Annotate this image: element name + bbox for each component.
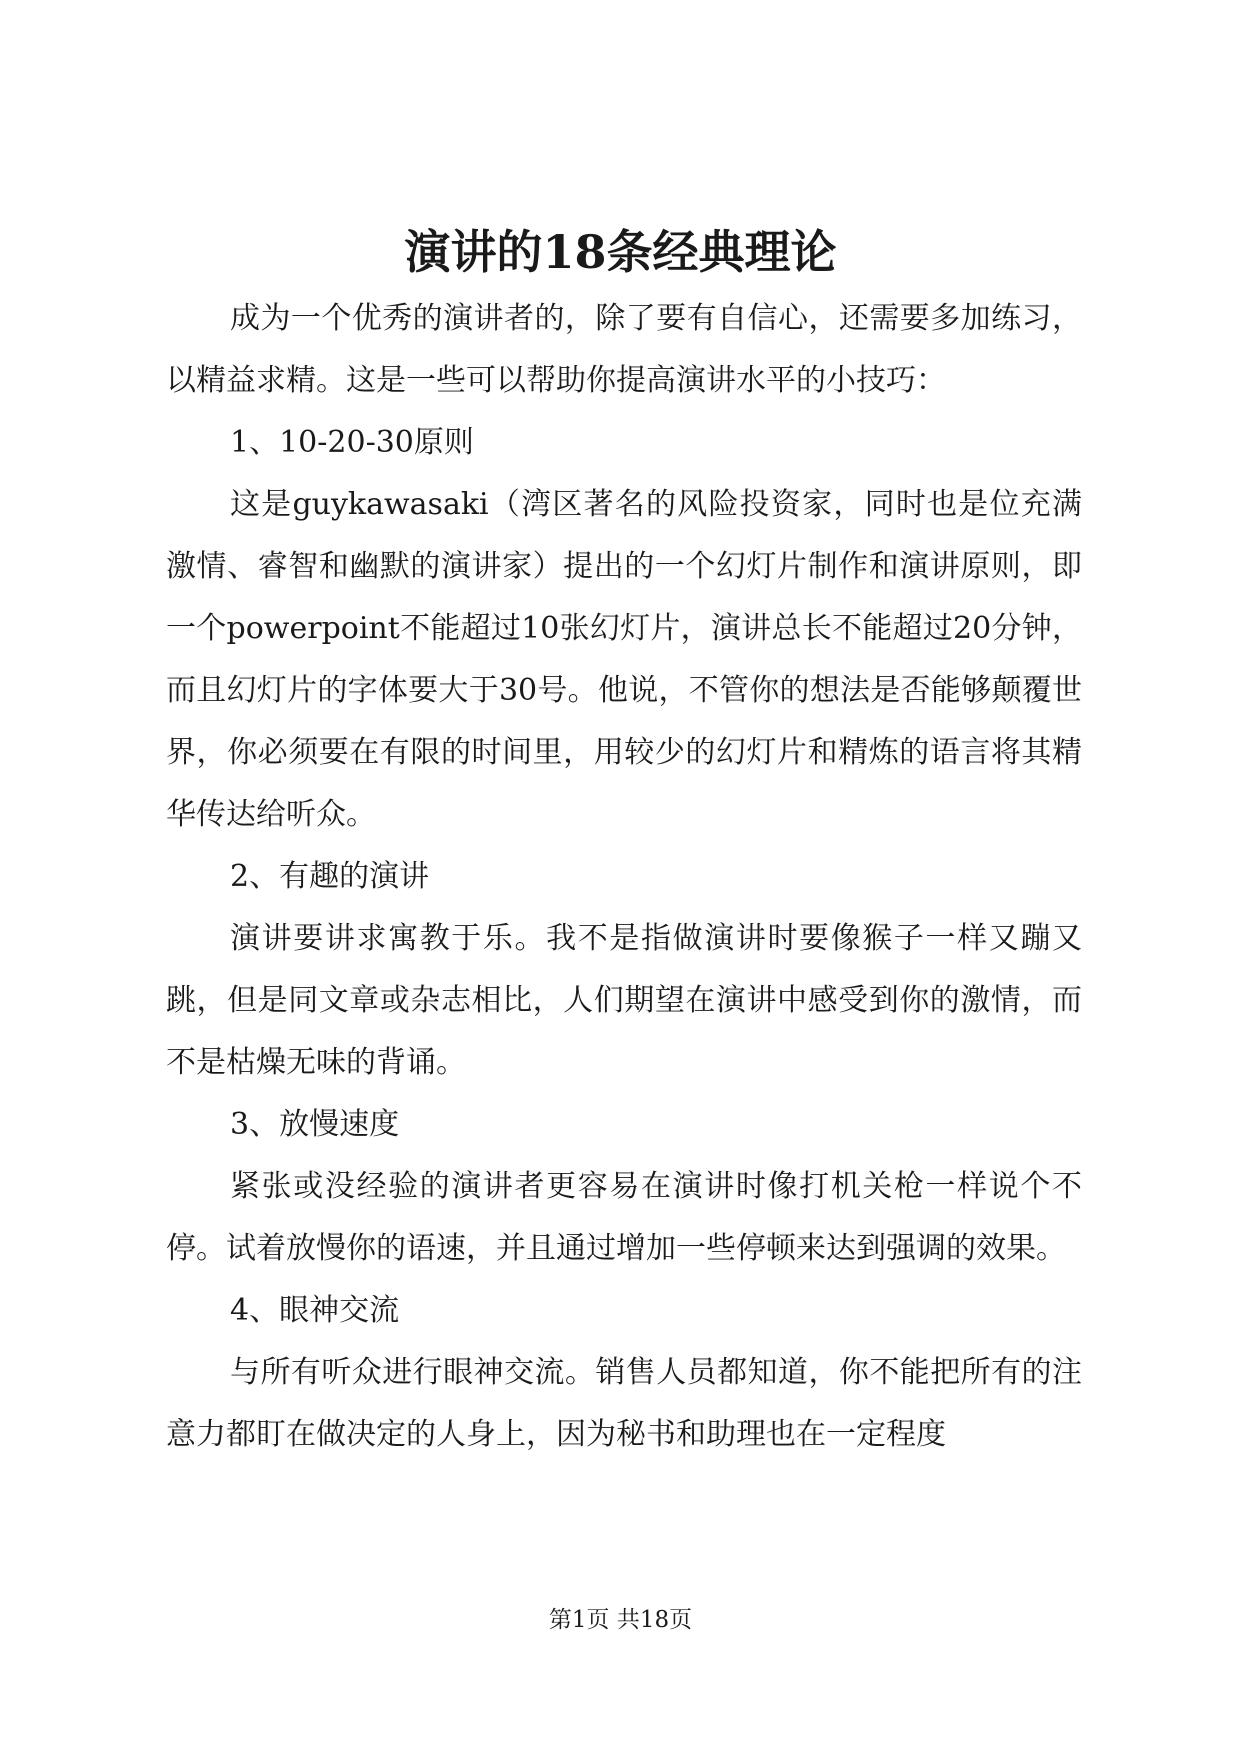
paragraph-section-1: 这是guykawasaki（湾区著名的风险投资家，同时也是位充满激情、睿智和幽默的演讲家）提出的一个幻灯片制作和演讲原则，即一个powerpoint不能超过10张幻灯片，演讲总长不能超过20分钟，而且幻灯片的字体要大于30号。他说，不管你的想法是否能够颠覆世界，你必须要在有限的时间里，用较少的幻灯片和精炼的语言将其精华传达给听众。 [166,487,1082,832]
paragraph-section-4: 与所有听众进行眼神交流。销售人员都知道，你不能把所有的注意力都盯在做决定的人身上，因为秘书和助理也在一定程度 [166,1355,1082,1452]
paragraph-section-3: 紧张或没经验的演讲者更容易在演讲时像打机关枪一样说个不停。试着放慢你的语速，并且通过增加一些停顿来达到强调的效果。 [166,1169,1082,1266]
section-heading-1: 1、10-20-30原则 [230,425,474,460]
section-heading-4: 4、眼神交流 [230,1293,400,1328]
section-heading-2: 2、有趣的演讲 [230,859,430,894]
paragraph-intro: 成为一个优秀的演讲者的，除了要有自信心，还需要多加练习，以精益求精。这是一些可以帮助你提高演讲水平的小技巧： [166,301,1082,398]
paragraph-section-2: 演讲要讲求寓教于乐。我不是指做演讲时要像猴子一样又蹦又跳，但是同文章或杂志相比，人们期望在演讲中感受到你的激情，而不是枯燥无味的背诵。 [166,921,1082,1080]
document-body [166,288,1082,1466]
document-title: 演讲的18条经典理论 [404,225,837,279]
section-heading-3: 3、放慢速度 [230,1107,400,1142]
page-number-footer: 第1页 共18页 [548,1607,693,1633]
